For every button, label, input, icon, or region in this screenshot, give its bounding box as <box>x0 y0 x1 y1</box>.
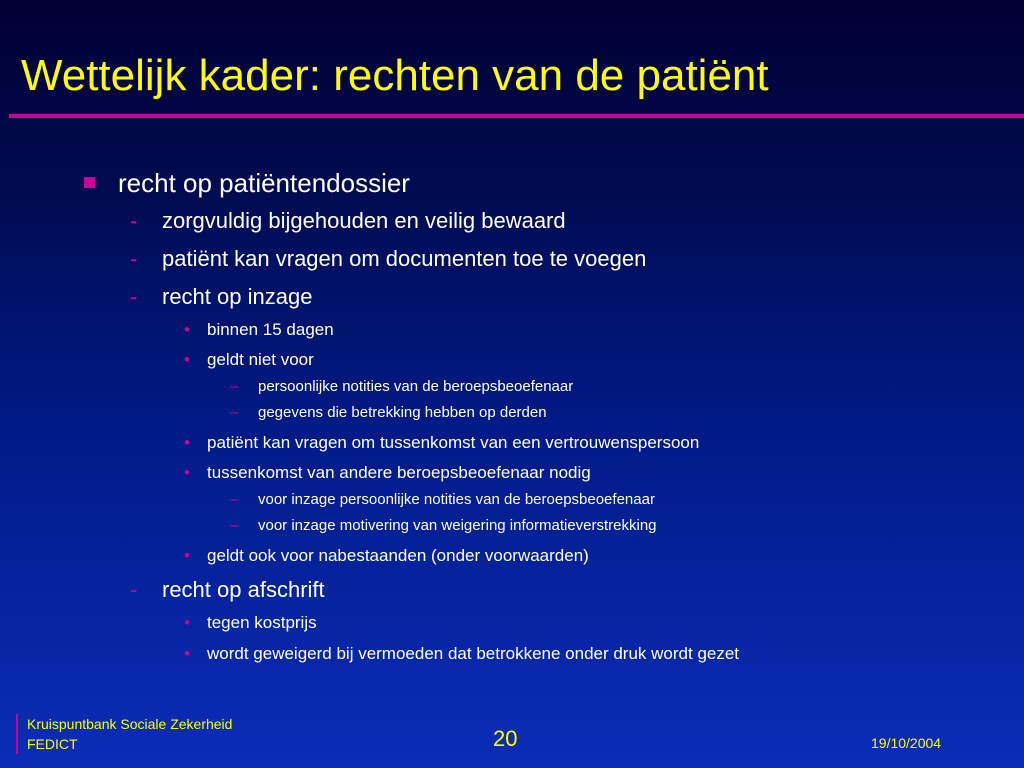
dot-bullet-icon: • <box>184 350 190 369</box>
en-dash-bullet-icon: – <box>230 491 239 508</box>
dot-bullet-icon: • <box>184 433 190 452</box>
footer-organization: Kruispuntbank Sociale Zekerheid <box>27 716 233 732</box>
en-dash-bullet-icon: – <box>230 378 239 395</box>
dash-bullet-icon: - <box>130 577 138 602</box>
dash-bullet-icon: - <box>130 246 138 271</box>
bullet-text: recht op inzage <box>162 284 313 309</box>
footer-accent-bar <box>16 714 18 754</box>
en-dash-bullet-icon: – <box>230 517 239 534</box>
dot-bullet-icon: • <box>184 613 190 632</box>
footer-date: 19/10/2004 <box>871 735 942 751</box>
en-dash-bullet-icon: – <box>230 404 239 421</box>
dot-bullet-icon: • <box>184 644 190 663</box>
slide-title: Wettelijk kader: rechten van de patiënt <box>21 51 769 100</box>
bullet-text: persoonlijke notities van de beroepsbeoefenaar <box>258 378 574 395</box>
dash-bullet-icon: - <box>130 208 138 233</box>
dot-bullet-icon: • <box>184 320 190 339</box>
bullet-text: tegen kostprijs <box>207 613 317 632</box>
bullet-text: zorgvuldig bijgehouden en veilig bewaard <box>162 208 566 233</box>
dot-bullet-icon: • <box>184 463 190 482</box>
bullet-text: binnen 15 dagen <box>207 320 334 339</box>
bullet-text: voor inzage motivering van weigering informatieverstrekking <box>258 517 657 534</box>
bullet-text: wordt geweigerd bij vermoeden dat betrokkene onder druk wordt gezet <box>207 644 740 663</box>
bullet-text: geldt ook voor nabestaanden (onder voorwaarden) <box>207 546 589 565</box>
bullet-text: tussenkomst van andere beroepsbeoefenaar nodig <box>207 463 591 482</box>
dash-bullet-icon: - <box>130 284 138 309</box>
bullet-text: patiënt kan vragen om tussenkomst van een vertrouwenspersoon <box>207 433 700 452</box>
bullet-text: geldt niet voor <box>207 350 314 369</box>
bullet-text: recht op afschrift <box>162 577 325 602</box>
title-divider <box>9 114 1024 118</box>
square-bullet-icon <box>84 177 95 188</box>
footer-department: FEDICT <box>27 736 78 752</box>
bullet-text: patiënt kan vragen om documenten toe te voegen <box>162 246 647 271</box>
dot-bullet-icon: • <box>184 546 190 565</box>
bullet-text: gegevens die betrekking hebben op derden <box>258 404 547 421</box>
page-number: 20 <box>493 726 518 751</box>
bullet-text: voor inzage persoonlijke notities van de beroepsbeoefenaar <box>258 491 655 508</box>
bullet-text: recht op patiëntendossier <box>118 168 410 198</box>
